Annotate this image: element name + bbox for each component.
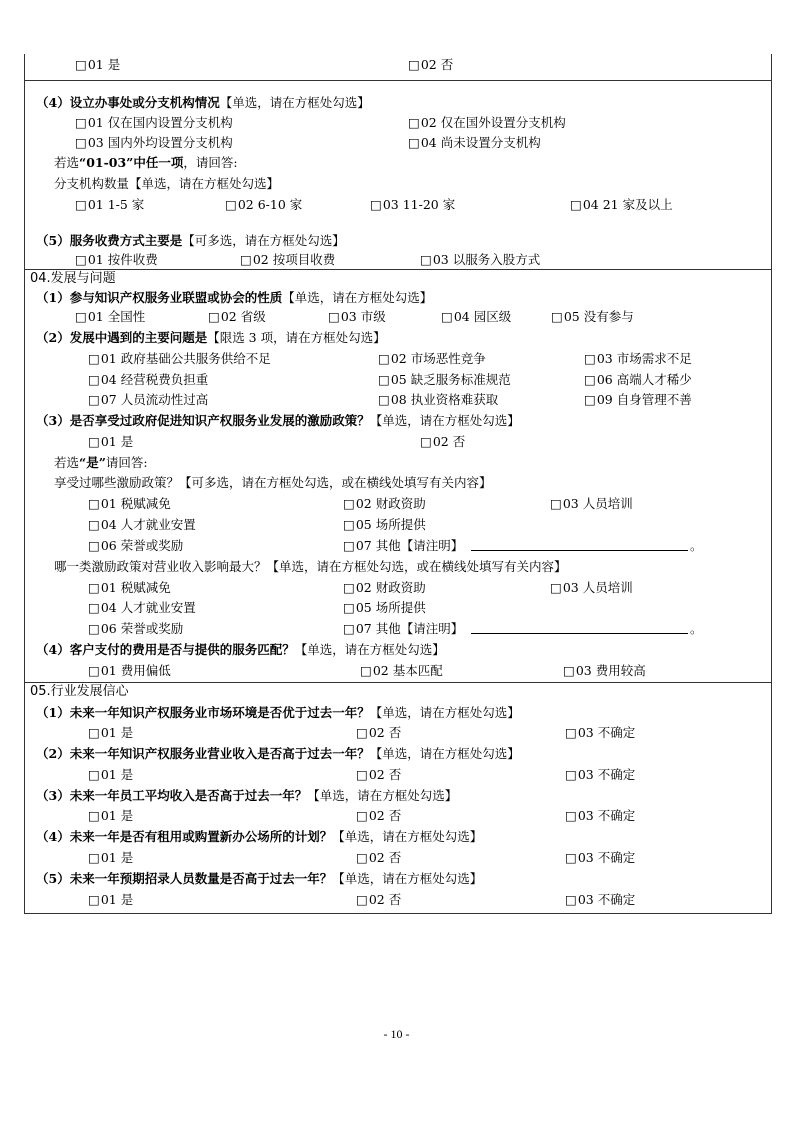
checkbox-option[interactable]: □ 01 是 xyxy=(88,434,133,450)
divider xyxy=(24,682,771,683)
checkbox-option[interactable]: □ 03 不确定 xyxy=(565,850,635,866)
section-header: 05.行业发展信心 xyxy=(30,684,129,699)
condition-note: 若选“01-03”中任一项，请回答: xyxy=(54,155,238,170)
sub-question: 享受过哪些激励政策？【可多选，请在方框处勾选，或在横线处填写有关内容】 xyxy=(54,475,492,490)
checkbox-option[interactable]: □ 01 费用偏低 xyxy=(88,663,171,679)
checkbox-option[interactable]: □ 01 税赋减免 xyxy=(88,496,171,512)
checkbox-option[interactable]: □ 02 否 xyxy=(356,808,401,824)
checkbox-option-other[interactable]: □ 07 其他【请注明】 xyxy=(343,621,463,637)
checkbox-option[interactable]: □ 01 是 xyxy=(88,767,133,783)
checkbox-option[interactable]: □ 08 执业资格难获取 xyxy=(378,392,498,408)
fill-in-line[interactable] xyxy=(471,633,688,634)
checkbox-option[interactable]: □ 02 仅在国外设置分支机构 xyxy=(408,115,566,131)
checkbox-option[interactable]: □ 01 是 xyxy=(75,57,120,73)
checkbox-option[interactable]: □ 06 高端人才稀少 xyxy=(584,372,692,388)
question-title: （5）未来一年预期招录人员数量是否高于过去一年？【单选，请在方框处勾选】 xyxy=(36,871,483,886)
checkbox-option[interactable]: □ 03 市场需求不足 xyxy=(584,351,692,367)
checkbox-option[interactable]: □ 04 人才就业安置 xyxy=(88,517,196,533)
checkbox-option[interactable]: □ 01 税赋减免 xyxy=(88,580,171,596)
sub-question: 分支机构数量【单选，请在方框处勾选】 xyxy=(54,176,280,191)
checkbox-option[interactable]: □ 02 财政资助 xyxy=(343,496,426,512)
checkbox-option[interactable]: □ 03 不确定 xyxy=(565,808,635,824)
checkbox-option[interactable]: □ 02 否 xyxy=(356,892,401,908)
checkbox-option[interactable]: □ 02 否 xyxy=(356,767,401,783)
checkbox-option[interactable]: □ 02 否 xyxy=(420,434,465,450)
checkbox-option[interactable]: □ 01 1-5 家 xyxy=(75,197,144,213)
checkbox-option[interactable]: □ 01 政府基础公共服务供给不足 xyxy=(88,351,271,367)
checkbox-option[interactable]: □ 03 不确定 xyxy=(565,892,635,908)
question-title: （4）设立办事处或分支机构情况【单选，请在方框处勾选】 xyxy=(36,95,370,110)
page-number: - 10 - xyxy=(383,1027,410,1041)
checkbox-option[interactable]: □ 01 仅在国内设置分支机构 xyxy=(75,115,233,131)
checkbox-option[interactable]: □ 09 自身管理不善 xyxy=(584,392,692,408)
checkbox-option[interactable]: □ 02 否 xyxy=(356,725,401,741)
checkbox-option[interactable]: □ 03 国内外均设置分支机构 xyxy=(75,135,233,151)
question-title: （3）未来一年员工平均收入是否高于过去一年？【单选，请在方框处勾选】 xyxy=(36,788,458,803)
checkbox-option[interactable]: □ 03 以服务入股方式 xyxy=(420,252,540,268)
question-title: （3）是否享受过政府促进知识产权服务业发展的激励政策？【单选，请在方框处勾选】 xyxy=(36,413,520,428)
checkbox-option[interactable]: □ 06 荣誉或奖励 xyxy=(88,538,183,554)
condition-note: 若选“是”请回答: xyxy=(54,455,148,470)
divider xyxy=(24,80,771,81)
checkbox-option[interactable]: □ 05 缺乏服务标准规范 xyxy=(378,372,511,388)
checkbox-option[interactable]: □ 03 不确定 xyxy=(565,767,635,783)
checkbox-option[interactable]: □ 04 尚未设置分支机构 xyxy=(408,135,541,151)
checkbox-option-other[interactable]: □ 07 其他【请注明】 xyxy=(343,538,463,554)
divider xyxy=(24,269,771,270)
checkbox-option[interactable]: □ 03 市级 xyxy=(328,309,386,325)
question-title: （5）服务收费方式主要是【可多选，请在方框处勾选】 xyxy=(36,233,345,248)
fill-in-line[interactable] xyxy=(471,550,688,551)
question-title: （1）参与知识产权服务业联盟或协会的性质【单选，请在方框处勾选】 xyxy=(36,290,433,305)
checkbox-option[interactable]: □ 01 是 xyxy=(88,725,133,741)
checkbox-option[interactable]: □ 03 不确定 xyxy=(565,725,635,741)
period: 。 xyxy=(690,538,703,553)
checkbox-option[interactable]: □ 01 全国性 xyxy=(75,309,145,325)
checkbox-option[interactable]: □ 03 人员培训 xyxy=(550,496,633,512)
question-title: （2）发展中遇到的主要问题是【限选 3 项，请在方框处勾选】 xyxy=(36,330,386,345)
checkbox-option[interactable]: □ 01 按件收费 xyxy=(75,252,158,268)
checkbox-option[interactable]: □ 02 省级 xyxy=(208,309,266,325)
period: 。 xyxy=(690,621,703,636)
checkbox-option[interactable]: □ 03 费用较高 xyxy=(563,663,646,679)
checkbox-option[interactable]: □ 02 否 xyxy=(408,57,453,73)
checkbox-option[interactable]: □ 04 人才就业安置 xyxy=(88,600,196,616)
checkbox-option[interactable]: □ 02 基本匹配 xyxy=(360,663,443,679)
checkbox-option[interactable]: □ 03 人员培训 xyxy=(550,580,633,596)
checkbox-option[interactable]: □ 05 没有参与 xyxy=(551,309,634,325)
checkbox-option[interactable]: □ 01 是 xyxy=(88,808,133,824)
checkbox-option[interactable]: □ 04 21 家及以上 xyxy=(570,197,673,213)
checkbox-option[interactable]: □ 02 市场恶性竞争 xyxy=(378,351,486,367)
question-title: （4）客户支付的费用是否与提供的服务匹配？【单选，请在方框处勾选】 xyxy=(36,642,445,657)
checkbox-option[interactable]: □ 01 是 xyxy=(88,850,133,866)
checkbox-option[interactable]: □ 01 是 xyxy=(88,892,133,908)
checkbox-option[interactable]: □ 02 6-10 家 xyxy=(225,197,302,213)
checkbox-option[interactable]: □ 02 否 xyxy=(356,850,401,866)
checkbox-option[interactable]: □ 04 经营税费负担重 xyxy=(88,372,208,388)
section-header: 04.发展与问题 xyxy=(30,271,116,286)
question-title: （1）未来一年知识产权服务业市场环境是否优于过去一年？【单选，请在方框处勾选】 xyxy=(36,705,520,720)
sub-question: 哪一类激励政策对营业收入影响最大？【单选，请在方框处勾选，或在横线处填写有关内容】 xyxy=(54,559,567,574)
question-title: （2）未来一年知识产权服务业营业收入是否高于过去一年？【单选，请在方框处勾选】 xyxy=(36,746,520,761)
checkbox-option[interactable]: □ 02 按项目收费 xyxy=(240,252,335,268)
checkbox-option[interactable]: □ 02 财政资助 xyxy=(343,580,426,596)
checkbox-option[interactable]: □ 05 场所提供 xyxy=(343,517,426,533)
checkbox-option[interactable]: □ 04 园区级 xyxy=(441,309,511,325)
checkbox-option[interactable]: □ 03 11-20 家 xyxy=(370,197,455,213)
question-title: （4）未来一年是否有租用或购置新办公场所的计划？【单选，请在方框处勾选】 xyxy=(36,829,483,844)
checkbox-option[interactable]: □ 05 场所提供 xyxy=(343,600,426,616)
checkbox-option[interactable]: □ 07 人员流动性过高 xyxy=(88,392,208,408)
checkbox-option[interactable]: □ 06 荣誉或奖励 xyxy=(88,621,183,637)
